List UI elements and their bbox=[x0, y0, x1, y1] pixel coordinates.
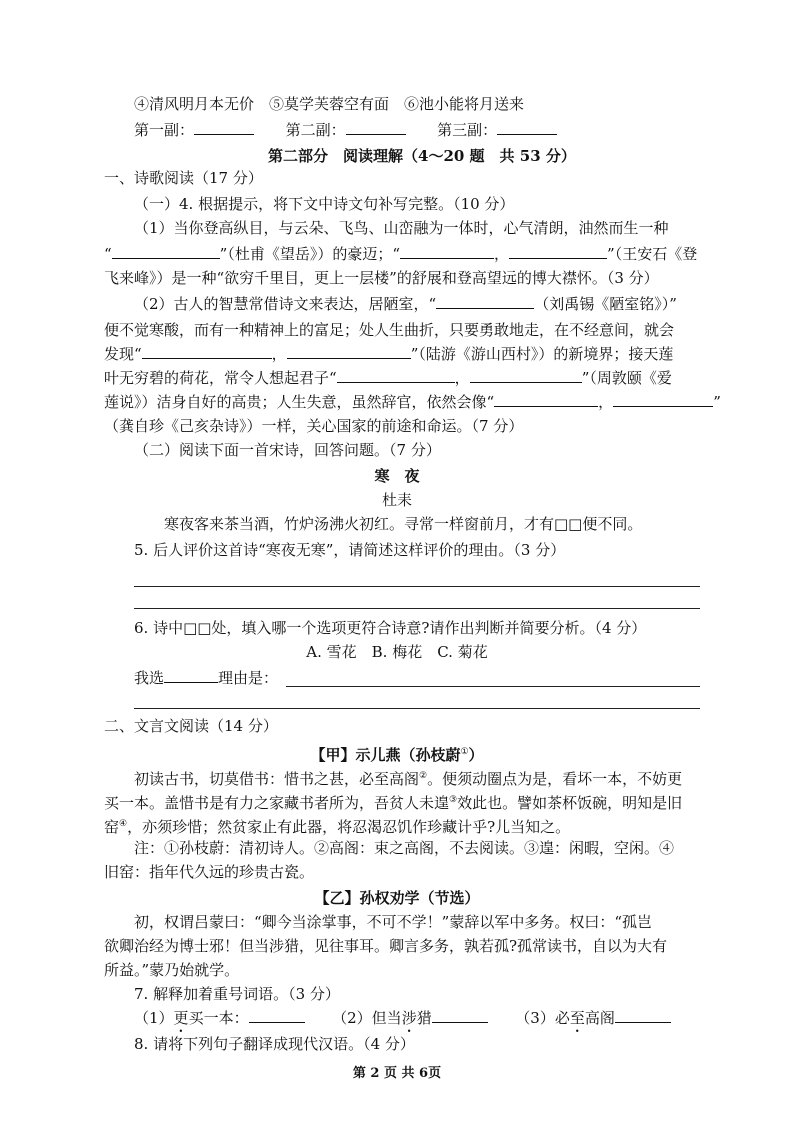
first-couplet-label: 第一副： bbox=[134, 121, 195, 139]
ailianshuo-blank-1[interactable] bbox=[337, 368, 455, 383]
ailianshuo-blank-2[interactable] bbox=[470, 368, 582, 383]
emphasis-word-geng: 更 bbox=[173, 1009, 189, 1027]
poem-text: 寒夜客来茶当酒，竹炉汤沸火初红。寻常一样窗前月，才有□□便不同。 bbox=[164, 515, 643, 533]
wangyue-blank[interactable] bbox=[112, 244, 220, 259]
question-7-blank-1[interactable] bbox=[249, 1008, 305, 1023]
text-jia-title: 【甲】示儿燕（孙枝蔚①） bbox=[310, 746, 484, 764]
question-4-2-line3: 发现“ ， ”（陆游《游山西村》）的新境界；接天莲 bbox=[104, 345, 674, 363]
question-4-1-cont: 飞来峰》）是一种“欲穷千里目，更上一层楼”的舒展和登高望远的博大襟怀。（3 分） bbox=[104, 269, 659, 287]
notes-line-1: 注：①孙枝蔚：清初诗人。②高阁：束之高阁，不去阅读。③遑：闲暇，空闲。④ bbox=[134, 839, 675, 857]
third-couplet-blank[interactable] bbox=[497, 120, 557, 135]
text-yi-line-2: 欲卿治经为博士邪！但当涉猎，见往事耳。卿言多务，孰若孤?孤常读书，自以为大有 bbox=[104, 937, 668, 955]
text-jia-line-1: 初读古书，切莫借书：惜书之甚，必至高阁②。便须动圈点为是，看坏一本，不妨更 bbox=[134, 770, 683, 788]
question-6-options: A. 雪花 B. 梅花 C. 菊花 bbox=[306, 643, 488, 661]
classical-section-heading: 二、文言文阅读（14 分） bbox=[104, 717, 278, 735]
feilaifeng-blank-1[interactable] bbox=[400, 244, 494, 259]
second-couplet-blank[interactable] bbox=[346, 120, 406, 135]
couplet-options: ④清风明月本无价 ⑤莫学芙蓉空有面 ⑥池小能将月送来 bbox=[134, 95, 525, 113]
question-5-text: 5. 后人评价这首诗“寒夜无寒”，请简述这样评价的理由。（3 分） bbox=[134, 541, 566, 559]
question-4-heading: （一）4. 根据提示，将下文中诗文句补写完整。（10 分） bbox=[134, 195, 515, 213]
third-couplet-label: 第三副： bbox=[437, 121, 498, 139]
question-5-answer-line-2[interactable] bbox=[134, 608, 700, 609]
question-4-1-text: （1）当你登高纵目，与云朵、飞鸟、山峦融为一体时，心气清朗，油然而生一种 bbox=[134, 219, 669, 237]
feilaifeng-blank-2[interactable] bbox=[509, 244, 607, 259]
text-yi-line-1: 初，权谓吕蒙曰：“卿今当涂掌事，不可不学！”蒙辞以军中多务。权曰：“孤岂 bbox=[134, 913, 653, 931]
question-4-2-line6: （龚自珍《己亥杂诗》）一样，关心国家的前途和命运。（7 分） bbox=[104, 417, 524, 435]
jihai-blank-1[interactable] bbox=[494, 392, 598, 407]
question-4-2-line1: （2）古人的智慧常借诗文来表达，居陋室，“ （刘禹锡《陋室铭》）” bbox=[134, 295, 677, 313]
loushiming-blank[interactable] bbox=[436, 294, 534, 309]
question-8-text: 8. 请将下列句子翻译成现代汉语。（4 分） bbox=[134, 1035, 415, 1053]
text-jia-line-3: 窑④，亦须珍惜；然贫家止有此器，将忍渴忍饥作珍藏计乎?儿当知之。 bbox=[104, 818, 571, 836]
second-couplet-label: 第二副： bbox=[285, 121, 346, 139]
jihai-blank-2[interactable] bbox=[613, 392, 713, 407]
song-poem-heading: （二）阅读下面一首宋诗，回答问题。（7 分） bbox=[134, 441, 441, 459]
question-7-blank-2[interactable] bbox=[432, 1008, 488, 1023]
question-4-2-line5: 莲说》）洁身自好的高贵；人生失意，虽然辞官，依然会像“ ， ” bbox=[104, 393, 721, 411]
first-couplet-blank[interactable] bbox=[194, 120, 254, 135]
poem-title: 寒 夜 bbox=[374, 467, 420, 485]
question-6-reason-line-2[interactable] bbox=[134, 708, 700, 709]
question-5-answer-line-1[interactable] bbox=[134, 586, 700, 587]
couplet-answer-row bbox=[134, 120, 557, 140]
notes-line-2: 旧窑：指年代久远的珍贵古瓷。 bbox=[104, 863, 315, 881]
emphasis-word-she: 涉 bbox=[401, 1009, 417, 1027]
question-4-2-line4: 叶无穷碧的荷花，常令人想起君子“ ， ”（周敦颐《爱 bbox=[104, 369, 672, 387]
page-footer: 第 2 页 共 6页 bbox=[352, 1066, 442, 1081]
poem-author: 杜耒 bbox=[381, 491, 412, 509]
part-two-heading: 第二部分 阅读理解（4～20 题 共 53 分） bbox=[268, 147, 576, 165]
question-7-text: 7. 解释加着重号词语。（3 分） bbox=[134, 985, 340, 1003]
question-7-items: （1）更买一本： （2）但当涉猎 （3）必至高阁 bbox=[134, 1008, 671, 1036]
question-4-2-line2: 便不觉寒酸，而有一种精神上的富足；处人生曲折，只要勇敢地走，在不经意间，就会 bbox=[104, 321, 675, 339]
question-6-answer-row: 我选 理由是： bbox=[134, 669, 279, 687]
question-4-1-blanks: “ ”（杜甫《望岳》）的豪迈；“ ， ”（王安石《登 bbox=[104, 245, 698, 263]
poetry-section-heading: 一、诗歌阅读（17 分） bbox=[104, 169, 263, 187]
text-jia-line-2: 买一本。盖惜书是有力之家藏书者所为，吾贫人未遑③效此也。譬如茶杯饭碗，明知是旧 bbox=[104, 794, 683, 812]
question-7-blank-3[interactable] bbox=[615, 1008, 671, 1023]
question-6-text: 6. 诗中□□处，填入哪一个选项更符合诗意?请作出判断并简要分析。（4 分） bbox=[134, 619, 647, 637]
question-6-reason-line-1[interactable] bbox=[286, 686, 700, 687]
shanxicun-blank-2[interactable] bbox=[287, 344, 411, 359]
shanxicun-blank-1[interactable] bbox=[142, 344, 272, 359]
text-yi-title: 【乙】孙权劝学（节选） bbox=[314, 889, 480, 907]
question-6-choice-blank[interactable] bbox=[164, 668, 218, 683]
text-yi-line-3: 所益。”蒙乃始就学。 bbox=[104, 961, 240, 979]
emphasis-word-zhi: 至 bbox=[569, 1009, 585, 1027]
